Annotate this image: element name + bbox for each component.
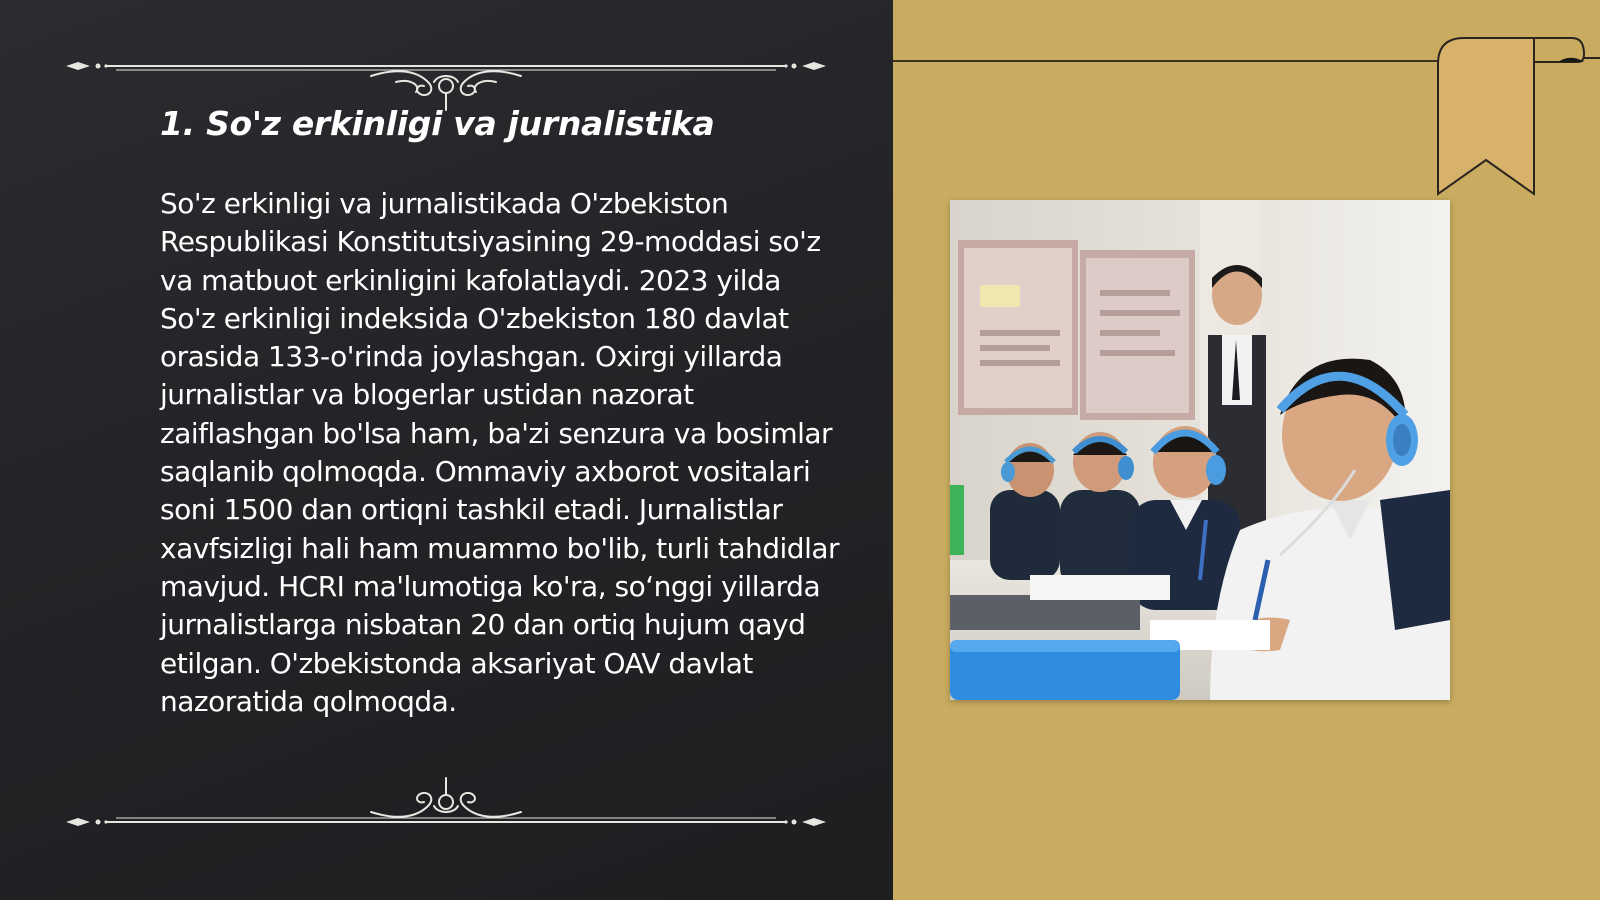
- slide-title: 1. So'z erkinligi va jurnalistika: [160, 104, 715, 143]
- classroom-photo: [950, 200, 1450, 700]
- bottom-ornament-icon: [66, 776, 826, 836]
- bookmark-ribbon-icon: [1434, 34, 1600, 200]
- top-divider-line: [893, 60, 1438, 62]
- slide-body-text: So'z erkinligi va jurnalistikada O'zbekiston Respublikasi Konstitutsiyasining 29-moddasi so'z va matbuot erkinligini kafolatlaydi. 2023 yilda So'z erkinligi indeksida O'zbekiston 180 davlat orasida 133-o'rinda joylashgan. Oxirgi yillarda jurnalistlar va blogerlar ustidan nazorat zaiflashgan bo'lsa ham, ba'zi senzura va bosimlar saqlanib qolmoqda. Ommaviy axborot vositalari soni 1500 dan ortiqni tashkil etadi. Jurnalistlar xavfsizligi hali ham muammo bo'lib, turli tahdidlar mavjud. HCRI ma'lumotiga ko'ra, so‘nggi yillarda jurnalistlarga nisbatan 20 dan ortiq hujum qayd etilgan. O'zbekistonda aksariyat OAV davlat nazoratida qolmoqda.: [160, 187, 840, 718]
